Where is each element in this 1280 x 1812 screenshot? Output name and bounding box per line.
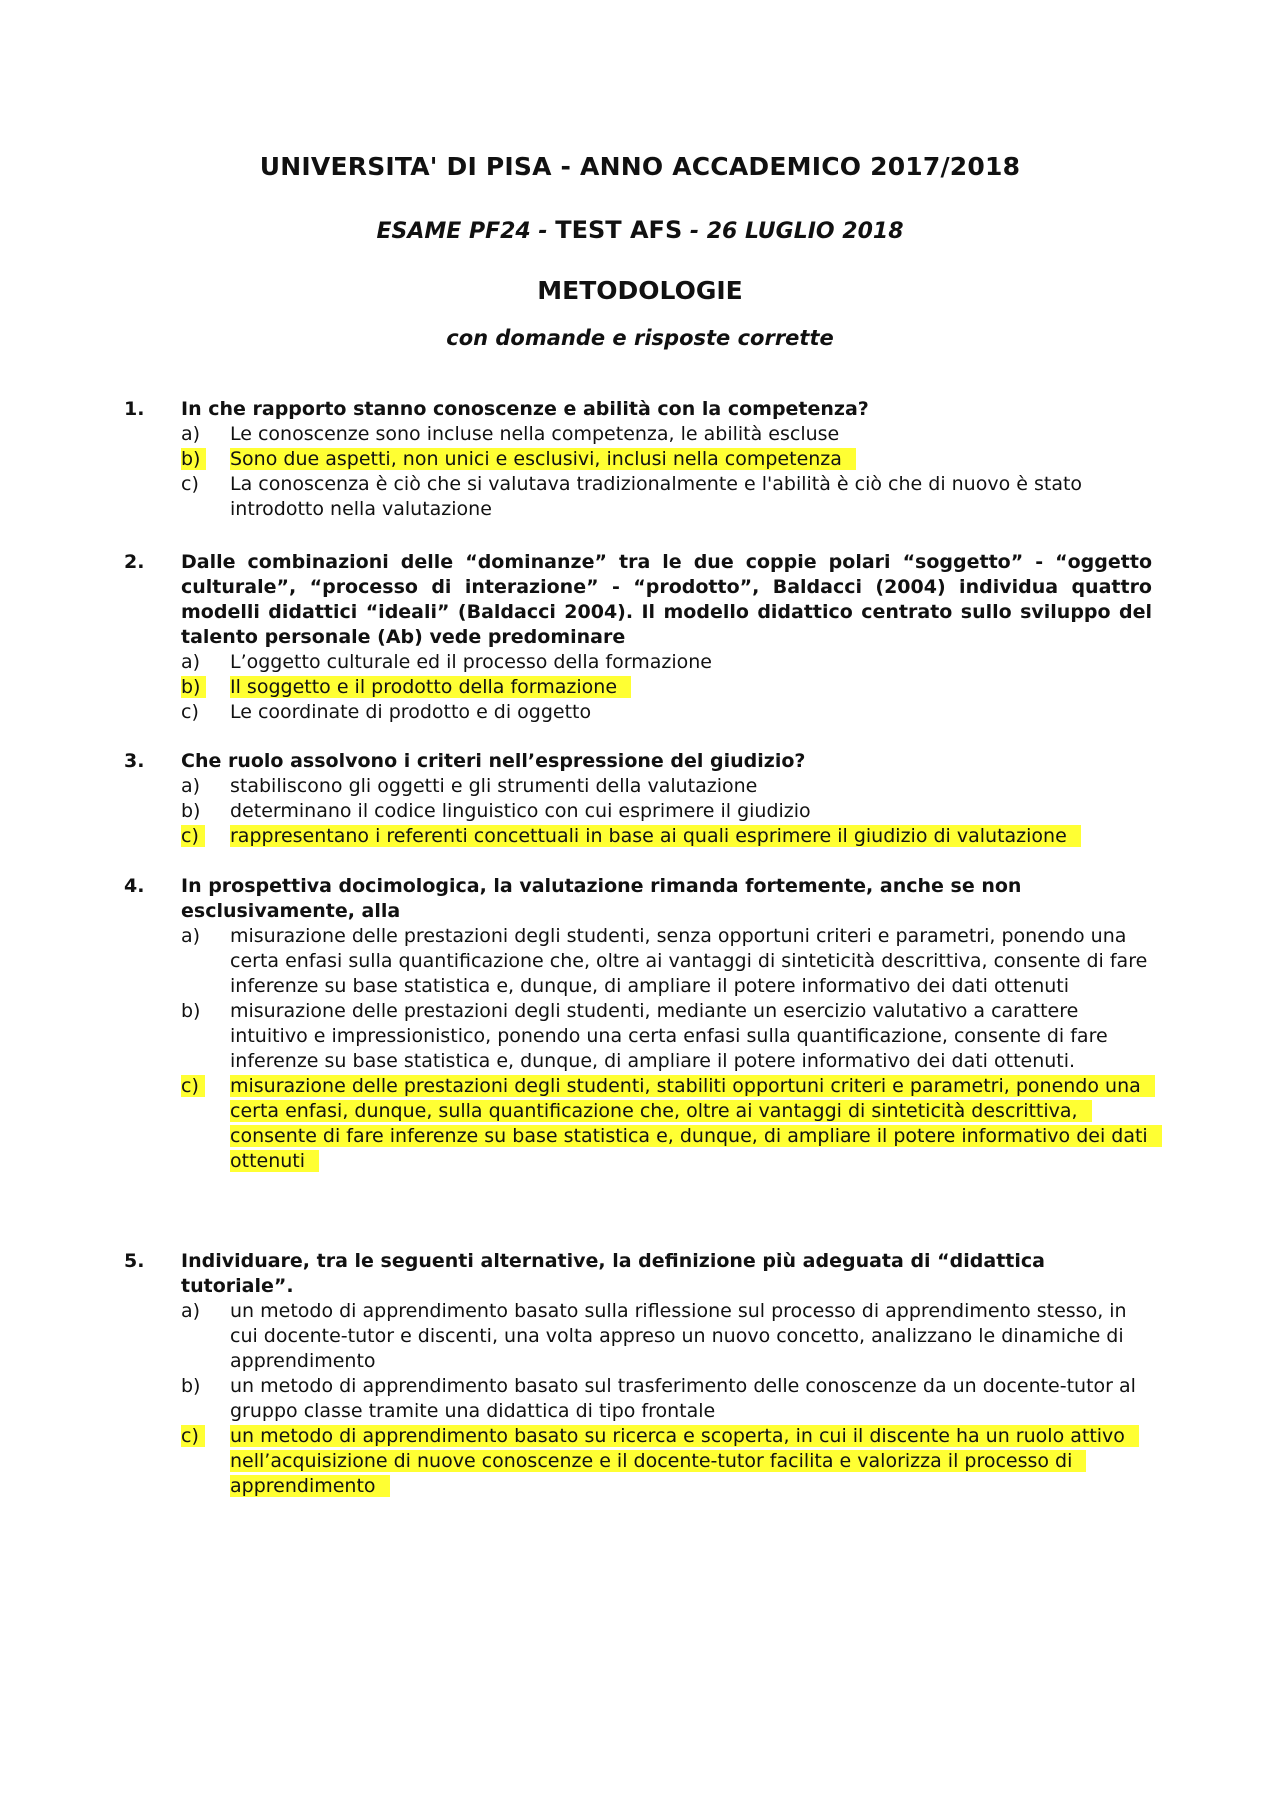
option-letter: a) <box>181 651 201 673</box>
exam-code: ESAME PF24 - <box>376 219 548 244</box>
subject-subtitle: con domande e risposte corrette <box>446 326 834 350</box>
option-c-correct <box>181 1074 1152 1174</box>
option-text: Le conoscenze sono incluse nella competenza, le abilità escluse <box>230 423 840 445</box>
option-text: determinano il codice linguistico con cui esprimere il giudizio <box>230 800 811 822</box>
option-a <box>181 1299 1152 1374</box>
option-text: un metodo di apprendimento basato sulla riflessione sul processo di apprendimento stesso, in cui docente-tutor e discenti, una volta appreso un nuovo concetto, analizzano le dinamiche di apprendimento <box>230 1300 1127 1372</box>
question-3 <box>124 749 1152 849</box>
exam-test-name: TEST AFS <box>555 216 683 244</box>
correct-answer-highlight: Il soggetto e il prodotto della formazione <box>230 676 631 698</box>
question-number: 2. <box>124 551 145 573</box>
option-c-correct <box>181 824 1152 849</box>
option-c <box>181 472 1152 522</box>
option-a <box>181 650 1152 675</box>
option-letter: b) <box>181 800 201 822</box>
question-number: 1. <box>124 398 145 420</box>
option-letter: a) <box>181 1300 201 1322</box>
option-a <box>181 774 1152 799</box>
exam-subheading <box>0 216 1280 244</box>
subject-heading: METODOLOGIE <box>537 276 743 305</box>
exam-date: - 26 LUGLIO 2018 <box>689 219 904 244</box>
option-text: L’oggetto culturale ed il processo della formazione <box>230 651 712 673</box>
option-letter: c) <box>181 473 199 495</box>
option-letter: a) <box>181 775 201 797</box>
correct-answer-highlight: Sono due aspetti, non unici e esclusivi, inclusi nella competenza <box>230 448 856 470</box>
option-letter: c) <box>181 1425 205 1447</box>
question-5 <box>124 1249 1152 1499</box>
option-text: misurazione delle prestazioni degli studenti, mediante un esercizio valutativo a carattere intuitivo e impressionistico, ponendo una certa enfasi sulla quantificazione, consente di fare inferenze su base statistica e, dunque, di ampliare il potere informativo dei dati ottenuti. <box>230 1000 1108 1072</box>
university-heading: UNIVERSITA' DI PISA - ANNO ACCADEMICO 2017/2018 <box>259 152 1021 181</box>
option-b <box>181 1374 1152 1424</box>
question-text: Individuare, tra le seguenti alternative, la definizione più adeguata di “didattica tutoriale”. <box>181 1250 1045 1297</box>
question-1 <box>124 397 1152 522</box>
option-b-correct <box>181 675 1152 700</box>
option-c <box>181 700 1152 725</box>
question-number: 4. <box>124 875 145 897</box>
correct-answer-highlight: rappresentano i referenti concettuali in base ai quali esprimere il giudizio di valutazione <box>230 825 1081 847</box>
option-text: misurazione delle prestazioni degli studenti, senza opportuni criteri e parametri, ponendo una certa enfasi sulla quantificazione che, oltre ai vantaggi di sinteticità descrittiva, consente di fare inferenze su base statistica e, dunque, di ampliare il potere informativo dei dati ottenuti <box>230 925 1148 997</box>
question-text: Dalle combinazioni delle “dominanze” tra le due coppie polari “soggetto” - “oggetto culturale”, “processo di interazione” - “prodotto”, Baldacci (2004) individua quattro modelli didattici “ideali” (Baldacci 2004). Il modello didattico centrato sullo sviluppo del talento personale (Ab) vede predominare <box>181 551 1152 648</box>
correct-answer-highlight: un metodo di apprendimento basato su ricerca e scoperta, in cui il discente ha un ruolo attivo nell’acquisizione di nuove conoscenze e il docente-tutor facilita e valorizza il processo di apprendimento <box>230 1425 1139 1497</box>
option-letter: b) <box>181 1375 201 1397</box>
option-a <box>181 924 1152 999</box>
option-letter: b) <box>181 448 206 470</box>
option-b-correct <box>181 447 1152 472</box>
option-b <box>181 999 1152 1074</box>
option-letter: c) <box>181 825 205 847</box>
option-text: Le coordinate di prodotto e di oggetto <box>230 701 592 723</box>
option-letter: c) <box>181 1075 205 1097</box>
option-letter: a) <box>181 925 201 947</box>
question-text: In che rapporto stanno conoscenze e abilità con la competenza? <box>181 398 869 420</box>
option-c-correct <box>181 1424 1152 1499</box>
question-number: 3. <box>124 750 145 772</box>
option-text: stabiliscono gli oggetti e gli strumenti della valutazione <box>230 775 758 797</box>
question-2 <box>124 550 1152 725</box>
option-b <box>181 799 1152 824</box>
option-letter: b) <box>181 1000 201 1022</box>
correct-answer-highlight: misurazione delle prestazioni degli studenti, stabiliti opportuni criteri e parametri, ponendo una certa enfasi, dunque, sulla quantificazione che, oltre ai vantaggi di sinteticità descrittiva, consente di fare inferenze su base statistica e, dunque, di ampliare il potere informativo dei dati ottenuti <box>230 1075 1162 1172</box>
question-text: In prospettiva docimologica, la valutazione rimanda fortemente, anche se non esclusivamente, alla <box>181 875 1022 922</box>
option-letter: c) <box>181 701 199 723</box>
option-text: un metodo di apprendimento basato sul trasferimento delle conoscenze da un docente-tutor al gruppo classe tramite una didattica di tipo frontale <box>230 1375 1136 1422</box>
question-number: 5. <box>124 1250 145 1272</box>
question-4 <box>124 874 1152 1174</box>
option-text: La conoscenza è ciò che si valutava tradizionalmente e l'abilità è ciò che di nuovo è stato introdotto nella valutazione <box>230 473 1083 520</box>
option-letter: b) <box>181 676 206 698</box>
option-a <box>181 422 1152 447</box>
question-text: Che ruolo assolvono i criteri nell’espressione del giudizio? <box>181 750 806 772</box>
option-letter: a) <box>181 423 201 445</box>
